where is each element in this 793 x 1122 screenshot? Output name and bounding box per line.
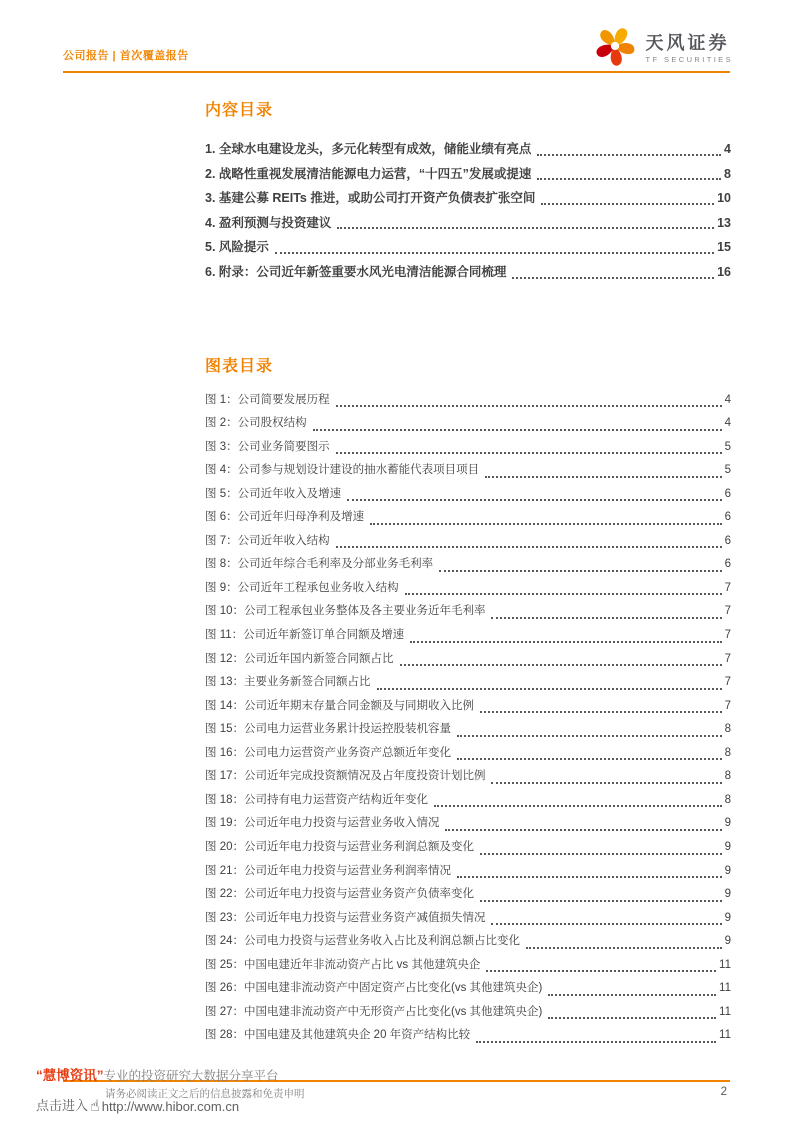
figure-entry-label: 图 28：中国电建及其他建筑央企 20 年资产结构比较	[205, 1029, 471, 1042]
figure-entry-page-number: 7	[724, 652, 731, 665]
toc-entry-label: 5. 风险提示	[205, 240, 269, 255]
dot-leader	[548, 994, 716, 996]
toc-entry-label: 3. 基建公募 REITs 推进，或助公司打开资产负债表扩张空间	[205, 191, 536, 206]
dot-leader	[476, 1041, 716, 1043]
figure-entry-label: 图 19：公司近年电力投资与运营业务收入情况	[205, 817, 440, 830]
footer-disclaimer: 请务必阅读正文之后的信息披露和免责申明	[105, 1088, 305, 1100]
dot-leader	[512, 277, 714, 279]
figure-entry-label: 图 4：公司参与规划设计建设的抽水蓄能代表项目项目	[205, 464, 480, 477]
figure-entry-page-number: 9	[724, 840, 731, 853]
figure-entry[interactable]	[205, 483, 731, 507]
toc-entry-label: 6. 附录：公司近年新签重要水风光电清洁能源合同梳理	[205, 264, 507, 279]
dot-leader	[480, 711, 722, 713]
figure-entry-page-number: 7	[724, 629, 731, 642]
toc-entry-label: 4. 盈利预测与投资建议	[205, 215, 332, 230]
figure-entry-page-number: 11	[719, 982, 731, 995]
dot-leader	[548, 1017, 716, 1019]
dot-leader	[434, 805, 722, 807]
figure-entry-page-number: 9	[724, 864, 731, 877]
header-divider	[63, 71, 730, 73]
figure-entry-label: 图 3：公司业务简要图示	[205, 440, 330, 453]
figure-entry-page-number: 6	[724, 511, 731, 524]
figure-entry-page-number: 8	[724, 770, 731, 783]
figure-entry-page-number: 9	[724, 935, 731, 948]
figure-entry-label: 图 18：公司持有电力运营资产结构近年变化	[205, 793, 428, 806]
toc-entry-page-number: 10	[717, 191, 731, 206]
figure-entry[interactable]	[205, 883, 731, 907]
toc-entry-label: 2. 战略性重视发展清洁能源电力运营，“十四五”发展或提速	[205, 166, 532, 181]
dot-leader	[336, 546, 722, 548]
brand-logo	[593, 24, 733, 73]
watermark-cta[interactable]: 点击进入	[36, 1098, 89, 1113]
figure-entry-page-number: 7	[724, 699, 731, 712]
dot-leader	[480, 900, 722, 902]
toc-entry[interactable]	[205, 186, 731, 211]
figure-entry-page-number: 6	[724, 534, 731, 547]
figure-entry[interactable]	[205, 389, 731, 413]
figure-entry-label: 图 7：公司近年收入结构	[205, 534, 330, 547]
toc-entry-page-number: 15	[717, 240, 731, 255]
figure-entry-page-number: 6	[724, 487, 731, 500]
figure-entry[interactable]	[205, 860, 731, 884]
dot-leader	[541, 203, 714, 205]
figure-entry[interactable]	[205, 1001, 731, 1025]
dot-leader	[313, 429, 722, 431]
toc-entry[interactable]	[205, 162, 731, 187]
dot-leader	[457, 758, 722, 760]
figure-entry[interactable]	[205, 671, 731, 695]
dot-leader	[275, 252, 714, 254]
figure-entry[interactable]	[205, 718, 731, 742]
toc-entry-page-number: 4	[724, 142, 731, 156]
figure-entry-page-number: 7	[724, 605, 731, 618]
figure-entry[interactable]	[205, 530, 731, 554]
figure-entry-label: 图 21：公司近年电力投资与运营业务利润率情况	[205, 864, 451, 877]
figure-entry[interactable]	[205, 577, 731, 601]
figure-entry-label: 图 25：中国电建近年非流动资产占比 vs 其他建筑央企	[205, 958, 481, 971]
dot-leader	[336, 405, 722, 407]
dot-leader	[457, 876, 722, 878]
figure-entry-label: 图 24：公司电力投资与运营业务收入占比及利润总额占比变化	[205, 935, 520, 948]
watermark-brand: “慧博资讯”	[36, 1068, 104, 1083]
dot-leader	[337, 227, 714, 229]
dot-leader	[537, 154, 721, 156]
figure-entry-label: 图 9：公司近年工程承包业务收入结构	[205, 581, 399, 594]
watermark-line2	[36, 1094, 239, 1114]
dot-leader	[457, 735, 722, 737]
dot-leader	[485, 476, 722, 478]
figure-entry[interactable]	[205, 506, 731, 530]
toc-entry[interactable]	[205, 211, 731, 236]
figure-entry-page-number: 7	[724, 676, 731, 689]
figure-entry[interactable]	[205, 553, 731, 577]
tf-flower-icon	[593, 24, 637, 73]
watermark-url-link[interactable]: http://www.hibor.com.cn	[101, 1099, 240, 1114]
figure-entry-label: 图 17：公司近年完成投资额情况及占年度投资计划比例	[205, 770, 486, 783]
toc-title: 内容目录	[205, 102, 274, 119]
figure-entry-label: 图 8：公司近年综合毛利率及分部业务毛利率	[205, 558, 434, 571]
figure-entry-page-number: 9	[724, 911, 731, 924]
figure-entry-page-number: 11	[719, 1029, 731, 1042]
footer-page-number: 2	[720, 1086, 727, 1098]
figure-entry[interactable]	[205, 742, 731, 766]
figure-entry-label: 图 10：公司工程承包业务整体及各主要业务近年毛利率	[205, 605, 486, 618]
figure-entry[interactable]	[205, 412, 731, 436]
dot-leader	[400, 664, 722, 666]
figure-entry-page-number: 5	[724, 464, 731, 477]
watermark-tagline: 专业的投资研究大数据分享平台	[103, 1069, 279, 1083]
figure-entry-page-number: 8	[724, 723, 731, 736]
figure-entry[interactable]	[205, 765, 731, 789]
toc-entry[interactable]	[205, 137, 731, 162]
figure-entry-label: 图 27：中国电建非流动资产中无形资产占比变化(vs 其他建筑央企)	[205, 1005, 543, 1018]
figure-entry-label: 图 20：公司近年电力投资与运营业务利润总额及变化	[205, 840, 474, 853]
figure-entry[interactable]	[205, 1024, 731, 1048]
figure-entry-page-number: 4	[724, 393, 731, 406]
dot-leader	[377, 688, 722, 690]
figure-list	[205, 389, 731, 1048]
figure-entry-page-number: 9	[724, 817, 731, 830]
breadcrumb: 公司报告 | 首次覆盖报告	[63, 50, 189, 62]
toc-entry[interactable]	[205, 260, 731, 285]
figure-entry-label: 图 5：公司近年收入及增速	[205, 487, 342, 500]
dot-leader	[480, 853, 722, 855]
figure-entry[interactable]	[205, 954, 731, 978]
watermark-line1	[36, 1064, 279, 1084]
dot-leader	[486, 970, 716, 972]
toc-entry-label: 1. 全球水电建设龙头，多元化转型有成效，储能业绩有亮点	[205, 142, 532, 156]
figure-entry-label: 图 2：公司股权结构	[205, 417, 307, 430]
figure-entry-label: 图 12：公司近年国内新签合同额占比	[205, 652, 394, 665]
toc-entry-page-number: 16	[717, 264, 731, 279]
toc-entry[interactable]	[205, 235, 731, 260]
figure-entry[interactable]	[205, 789, 731, 813]
toc-entry-page-number: 8	[724, 166, 731, 181]
dot-leader	[370, 523, 722, 525]
figure-entry-page-number: 9	[724, 888, 731, 901]
figure-list-title: 图表目录	[205, 357, 274, 375]
figure-entry[interactable]	[205, 624, 731, 648]
figure-entry-label: 图 1：公司简要发展历程	[205, 393, 330, 406]
figure-entry-page-number: 7	[724, 581, 731, 594]
figure-entry-label: 图 11：公司近年新签订单合同额及增速	[205, 629, 405, 642]
figure-entry-label: 图 26：中国电建非流动资产中固定资产占比变化(vs 其他建筑央企)	[205, 982, 543, 995]
figure-entry-page-number: 4	[724, 417, 731, 430]
dot-leader	[537, 178, 721, 180]
dot-leader	[405, 593, 722, 595]
dot-leader	[347, 499, 722, 501]
brand-subtitle: TF SECURITIES	[645, 54, 733, 64]
figure-entry-page-number: 5	[724, 440, 731, 453]
figure-entry[interactable]	[205, 907, 731, 931]
figure-entry[interactable]	[205, 930, 731, 954]
main-content	[205, 101, 731, 1048]
figure-entry[interactable]	[205, 600, 731, 624]
figure-entry-label: 图 22：公司近年电力投资与运营业务资产负债率变化	[205, 888, 474, 901]
dot-leader	[445, 829, 721, 831]
figure-entry[interactable]	[205, 836, 731, 860]
toc-list	[205, 137, 731, 285]
brand-name: 天风证券	[645, 32, 730, 53]
figure-entry-label: 图 6：公司近年归母净利及增速	[205, 511, 365, 524]
figure-entry[interactable]	[205, 695, 731, 719]
figure-entry-label: 图 16：公司电力运营资产业务资产总额近年变化	[205, 746, 451, 759]
dot-leader	[491, 923, 721, 925]
figure-entry-page-number: 6	[724, 558, 731, 571]
figure-entry[interactable]	[205, 977, 731, 1001]
dot-leader	[439, 570, 722, 572]
pointing-hand-icon: ☝	[90, 1098, 100, 1115]
figure-entry-page-number: 11	[719, 958, 731, 971]
figure-entry-label: 图 14：公司近年期末存量合同金额及与同期收入比例	[205, 699, 474, 712]
figure-entry[interactable]	[205, 436, 731, 460]
dot-leader	[410, 641, 721, 643]
figure-entry-page-number: 11	[719, 1005, 731, 1018]
toc-entry-page-number: 13	[717, 215, 731, 230]
figure-entry-page-number: 8	[724, 793, 731, 806]
figure-entry-label: 图 13：主要业务新签合同额占比	[205, 676, 371, 689]
figure-entry-label: 图 23：公司近年电力投资与运营业务资产减值损失情况	[205, 911, 486, 924]
figure-entry[interactable]	[205, 812, 731, 836]
dot-leader	[336, 452, 722, 454]
figure-entry[interactable]	[205, 648, 731, 672]
dot-leader	[491, 617, 721, 619]
figure-entry-page-number: 8	[724, 746, 731, 759]
figure-entry[interactable]	[205, 459, 731, 483]
dot-leader	[491, 782, 721, 784]
figure-entry-label: 图 15：公司电力运营业务累计投运控股装机容量	[205, 723, 451, 736]
dot-leader	[526, 947, 722, 949]
